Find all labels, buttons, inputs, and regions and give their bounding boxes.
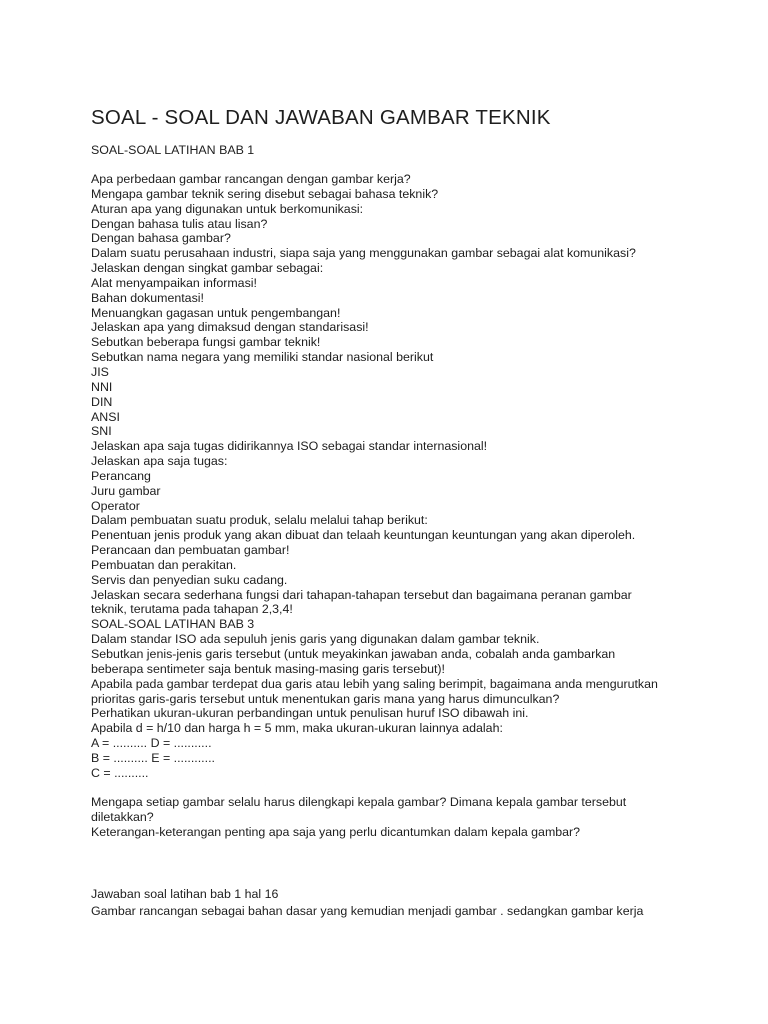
text-line: Sebutkan jenis-jenis garis tersebut (untuk meyakinkan jawaban anda, cobalah anda gambarkan <box>91 647 616 661</box>
text-line: Sebutkan nama negara yang memiliki standar nasional berikut <box>91 350 434 365</box>
text-line: prioritas garis-garis tersebut untuk menentukan garis mana yang harus dimunculkan? <box>91 691 560 706</box>
text-line: Menuangkan gagasan untuk pengembangan! <box>91 305 341 320</box>
text-line: Aturan apa yang digunakan untuk berkomunikasi: <box>91 201 364 216</box>
text-line <box>91 781 691 796</box>
text-line: SNI <box>91 424 112 439</box>
text-line: Jelaskan apa yang dimaksud dengan standarisasi! <box>91 320 369 335</box>
text-line: Perancaan dan pembuatan gambar! <box>91 543 290 558</box>
document-title: SOAL - SOAL DAN JAWABAN GAMBAR TEKNIK <box>91 106 551 129</box>
section-label: SOAL-SOAL LATIHAN BAB 1 <box>91 143 255 157</box>
text-line: diletakkan? <box>91 810 154 825</box>
document-body <box>91 172 691 840</box>
text-line: C = .......... <box>91 765 149 780</box>
text-line: NNI <box>91 379 113 394</box>
text-line: Jelaskan secara sederhana fungsi dari tahapan-tahapan tersebut dan bagaimana peranan gambar <box>91 587 632 602</box>
text-line: Alat menyampaikan informasi! <box>91 275 257 290</box>
text-line: Juru gambar <box>91 483 161 498</box>
text-line: Apabila pada gambar terdepat dua garis atau lebih yang saling berimpit, bagaimana anda mengurutkan <box>91 676 658 691</box>
text-line: teknik, terutama pada tahapan 2,3,4! <box>91 602 293 617</box>
text-line: Jelaskan dengan singkat gambar sebagai: <box>91 261 324 276</box>
text-line: Gambar rancangan sebagai bahan dasar yang kemudian menjadi gambar . sedangkan gambar kerja <box>91 904 644 918</box>
text-line: DIN <box>91 394 113 409</box>
text-line: Penentuan jenis produk yang akan dibuat dan telaah keuntungan keuntungan yang akan diperoleh. <box>91 528 636 543</box>
text-line: Sebutkan beberapa fungsi gambar teknik! <box>91 335 321 350</box>
text-line: Apabila d = h/10 dan harga h = 5 mm, maka ukuran-ukuran lainnya adalah: <box>91 721 503 736</box>
text-line: B = .......... E = ............ <box>91 750 215 765</box>
text-line: Mengapa setiap gambar selalu harus dilengkapi kepala gambar? Dimana kepala gambar tersebut <box>91 795 627 810</box>
text-line: Jawaban soal latihan bab 1 hal 16 <box>91 887 279 901</box>
text-line: SOAL-SOAL LATIHAN BAB 3 <box>91 617 255 632</box>
text-line: JIS <box>91 364 109 379</box>
text-line: Keterangan-keterangan penting apa saja yang perlu dicantumkan dalam kepala gambar? <box>91 825 581 840</box>
text-line: Bahan dokumentasi! <box>91 290 204 305</box>
text-line: beberapa sentimeter saja bentuk masing-masing garis tersebut)! <box>91 661 446 676</box>
text-line: Dengan bahasa tulis atau lisan? <box>91 216 268 231</box>
text-line: Dalam pembuatan suatu produk, selalu melalui tahap berikut: <box>91 513 428 528</box>
text-line: Servis dan penyedian suku cadang. <box>91 572 288 587</box>
text-line: Dalam standar ISO ada sepuluh jenis garis yang digunakan dalam gambar teknik. <box>91 632 540 647</box>
text-line: Operator <box>91 498 140 513</box>
answer-section <box>91 886 691 920</box>
text-line: Pembuatan dan perakitan. <box>91 557 237 572</box>
text-line: Apa perbedaan gambar rancangan dengan gambar kerja? <box>91 172 411 186</box>
text-line: Mengapa gambar teknik sering disebut sebagai bahasa teknik? <box>91 186 439 201</box>
text-line: Perhatikan ukuran-ukuran perbandingan untuk penulisan huruf ISO dibawah ini. <box>91 706 529 721</box>
text-line: Jelaskan apa saja tugas didirikannya ISO sebagai standar internasional! <box>91 439 488 454</box>
text-line: Dalam suatu perusahaan industri, siapa saja yang menggunakan gambar sebagai alat komunikasi? <box>91 246 636 261</box>
text-line: A = .......... D = ........... <box>91 736 212 751</box>
text-line: Perancang <box>91 468 151 483</box>
text-line: Dengan bahasa gambar? <box>91 231 231 246</box>
text-line: Jelaskan apa saja tugas: <box>91 454 228 469</box>
text-line: ANSI <box>91 409 120 424</box>
